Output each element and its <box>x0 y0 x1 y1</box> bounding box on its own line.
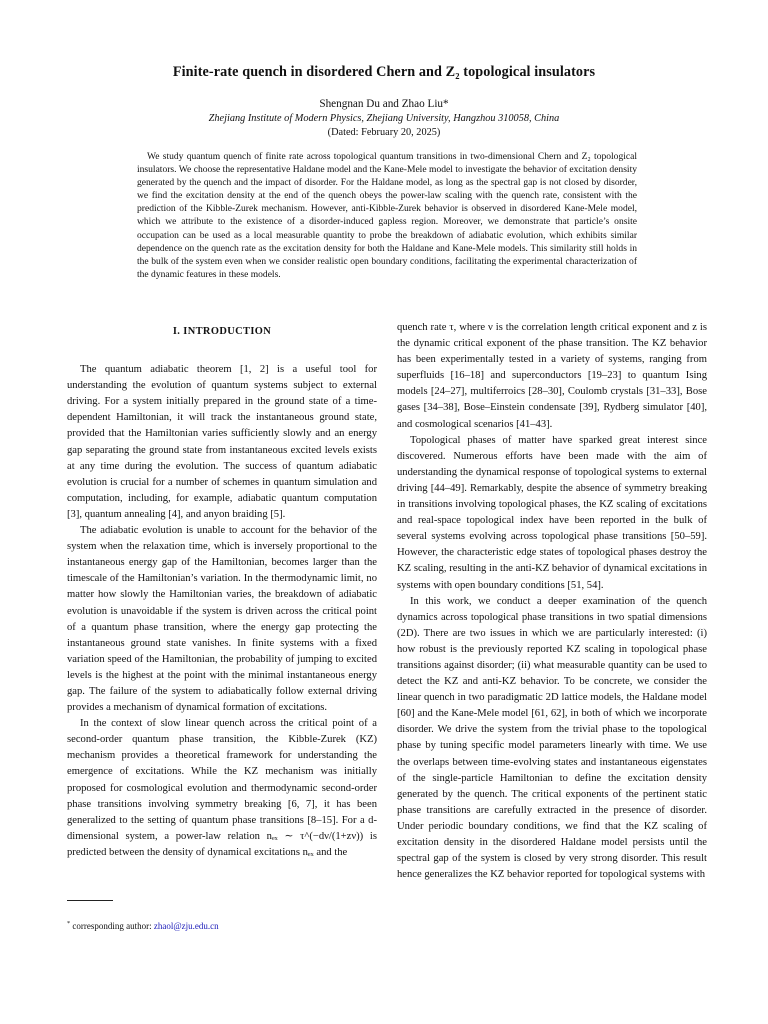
footnote-rule <box>67 900 113 901</box>
author-list: Shengnan Du and Zhao Liu* <box>319 98 449 110</box>
email-link[interactable]: zhaol@zju.edu.cn <box>153 921 219 931</box>
footnote-label: corresponding author: <box>72 921 152 931</box>
affiliation: Zhejiang Institute of Modern Physics, Zhejiang University, Hangzhou 310058, China <box>208 113 560 124</box>
intro-paragraph-6: In this work, we conduct a deeper examination of the quench dynamics across topological phase transitions in two spatial dimensions (2D). There are two issues in which we are particularly interested: (i) how robust is the previously reported KZ scaling in topological phase transitions against disorder; (ii) what measurable quantity can be used to detect the KZ and anti-KZ behavior. To be concrete, we consider the linear quench in two paradigmatic 2D lattice models, the Haldane model [60] and the Kane-Mele model [61, 62], in both of which we incorporate disorder. We drive the system from the trivial phase to the topological phase by tuning specific model parameters linearly with time. We use the overlaps between time-evolving states and instantaneous eigenstates of the single-particle Hamiltonian to define the excitation density generated by the quench. The critical exponents of the pertinent static phase transitions are carefully extracted in the presence of disorder. Under periodic boundary conditions, we find that the KZ scaling of excitation density in the disordered Haldane model persists until the spectral gap of the system is closed by very strong disorder. This result hence generalizes the KZ behavior reported for topological systems with <box>397 595 707 881</box>
left-column <box>67 318 377 861</box>
footnote <box>67 920 219 931</box>
date-line: (Dated: February 20, 2025) <box>327 127 441 138</box>
intro-paragraph-1: The quantum adiabatic theorem [1, 2] is a useful tool for understanding the evolution of quantum systems subject to external driving. For a system initially prepared in the ground state of a time-dependent Hamiltonian, it will track the instantaneous ground state, provided that the Hamiltonian varies sufficiently slowly and an energy gap separating the ground state from instantaneous excited levels exists at any time during the evolution. The success of quantum adiabatic evolution is crucial for a number of schemes in quantum simulation and computation, including, for example, adiabatic quantum computation [3], quantum annealing [4], and anyon braiding [5]. <box>67 364 377 520</box>
intro-paragraph-5: Topological phases of matter have sparked great interest since discovered. Numerous efforts have been made with the aim of understanding the dynamical response of topological systems to external driving [44–49]. Remarkably, despite the absence of symmetry breaking in transitions involving topological phases, the KZ scaling of excitations and real-space topological index have been reported in the bulk of several systems evolving across topological phase transitions [50–59]. However, the characteristic edge states of topological phases destroy the KZ scaling, resulting in the anti-KZ behavior of dynamical excitations in systems with open boundary conditions [51, 54]. <box>397 434 707 591</box>
paper-title: Finite-rate quench in disordered Chern and Z₂ topological insulators <box>172 64 596 80</box>
intro-paragraph-2: The adiabatic evolution is unable to account for the behavior of the system when the relaxation time, which is inversely proportional to the instantaneous energy gap of the Hamiltonian, becomes larger than the timescale of the Hamiltonian’s variation. In the thermodynamic limit, no matter how slowly the Hamiltonian varies, the breakdown of adiabatic evolution is unavoidable if the system is driven across the critical point of a quantum phase transition, where the energy gap protecting the instantaneous ground state vanishes. In finite systems with a fixed variation speed of the Hamiltonian, the probability of jumping to excited levels is the highest at the point with the minimal instantaneous energy gap. The failure of the system to adiabatically follow external driving provides a mechanism of dynamical formation of excitations. <box>67 525 377 714</box>
intro-paragraph-4: quench rate τ, where ν is the correlation length critical exponent and z is the dynamic critical exponent of the phase transition. The KZ behavior has been experimentally tested in a variety of systems, ranging from superfluids [16–18] and superconductors [19–23] to quantum Ising models [24–27], multiferroics [28–30], Coulomb crystals [31–33], Bose gases [34–38], Bose–Einstein condensate [39], Rydberg simulator [40], and cosmological scenarios [41–43]. <box>397 322 707 430</box>
intro-paragraph-3: In the context of slow linear quench across the critical point of a second-order quantum phase transition, the Kibble-Zurek (KZ) mechanism provides a theoretical framework for understanding the emergence of excitations. While the KZ mechanism was initially proposed for cosmological evolution and thermodynamic second-order phase transitions involving symmetry breaking [6, 7], it has been generalized to the setting of quantum phase transitions [8–15]. For a d-dimensional system, a power-law relation nₑₓ ∼ τ^(−dν/(1+zν)) is predicted between the density of dynamical excitations nₑₓ and the <box>67 718 377 858</box>
footnote-marker: * <box>67 920 71 927</box>
abstract: We study quantum quench of finite rate across topological quantum transitions in two-dimensional Chern and Z₂ topological insulators. We choose the representative Haldane model and the Kane-Mele model to investigate the behavior of excitation density generated by the quench and the impact of disorder. For the Haldane model, as long as the spectral gap is not closed by disorder, we find the excitation density at the end of the quench obeys the power-law scaling with the quench rate, consistent with the prediction of the Kibble-Zurek mechanism. However, anti-Kibble-Zurek behavior is observed in disordered Kane-Mele model, which we attribute to the existence of a disorder-induced gapless region. Moreover, we demonstrate that particle’s onsite occupation can be used as a local measurable quantity to probe the breakdown of adiabatic evolution, which exhibits similar dependence on the quench rate as the excitation density for both the Haldane and Kane-Mele models. This similarity still holds in the bulk of the system even when we consider realistic open boundary conditions, facilitating the experimental characterization of the dynamic features in these models. <box>137 151 637 280</box>
right-column <box>397 320 707 883</box>
section-heading-introduction: I. INTRODUCTION <box>172 326 272 337</box>
